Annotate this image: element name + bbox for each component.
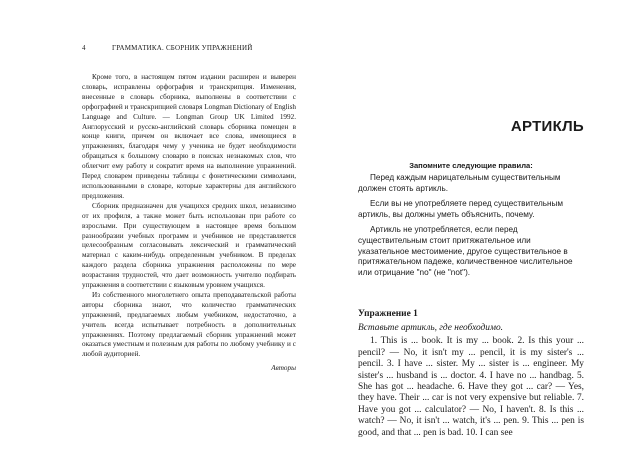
preface-paragraph: Сборник предназначен для учащихся средних школ, независимо от их профиля, а также может быть использован при работе со взрослыми. При существующем в настоящее время большом разнообразии учебных программ и учебников не представляется целесообразным согласовывать лексический и грамматический материал с каким-нибудь определенным учебником. В пределах каждого раздела сборника упражнения расположены по мере возрастания трудностей, что дает возможность учителю подбирать упражнения в соответствии с языковым уровнем учащихся. [82, 201, 296, 290]
exercise-instruction: Вставьте артикль, где необходимо. [358, 323, 504, 334]
preface-text [82, 73, 296, 360]
preface-paragraph: Из собственного многолетнего опыта преподавательской работы авторы сборника знают, что количество грамматических упражнений, предлагаемых любым учебником, недостаточно, а учитель всегда испытывает потребность в дополнительных упражнениях. Поэтому предлагаемый сборник упражнений может оказаться уместным и полезным для работы по любому учебнику и с любой аудиторией. [82, 290, 296, 359]
exercise-title: Упражнение 1 [358, 309, 418, 320]
rule-item: Артикль не употребляется, если перед существительным стоит притяжательное или указательное местоимение, другое существительное в притяжательном падеже, количественное числительное или отрицание "no" (не "not"). [358, 225, 573, 277]
header-title: ГРАММАТИКА. СБОРНИК УПРАЖНЕНИЙ [112, 44, 253, 52]
rules-heading: Запомните следующие правила: [409, 161, 533, 170]
page-number: 4 [82, 44, 86, 52]
signature: Авторы [271, 364, 296, 373]
rule-item: Перед каждым нарицательным существительным должен стоять артикль. [358, 173, 561, 193]
section-title: АРТИКЛЬ [510, 118, 584, 135]
running-header [82, 44, 296, 52]
rule-item: Если вы не употребляете перед существительным артикль, вы должны уметь объяснить, почему. [358, 199, 564, 219]
preface-paragraph: Кроме того, в настоящем пятом издании расширен и выверен словарь, исправлены орфография и транскрипция. Изменения, внесенные в словарь сборника, выполнены в соответствии с орфографией и транскрипцией словаря Longman Dictionary of English Language and Culture. — Longman Group UK Limited 1992. Англорусский и русско-английский словарь сборника помещен в конце книги, причем он включает все слова, имеющиеся в упражнениях, благодаря чему у ученика не будет необходимости обращаться к большому словарю в поисках незнакомых слов, что облегчит ему работу и сократит время на выполнение упражнений. Перед словарем приведены таблицы с фонетическими символами, использованными в словаре, которые характерны для английского предложения. [82, 73, 296, 200]
left-page [0, 0, 318, 454]
right-page [318, 0, 638, 454]
exercise-text: 1. This is ... book. It is my ... book. 2. Is this your ... pencil? — No, it isn't my ... pencil, it is my sister's ... pencil. 3. I have ... sister. My ... sister is ... engineer. My sister's ... husband is ... doctor. 4. I have no ... handbag. 5. She has got ... headache. 6. Have they got ... car? — Yes, they have. Their ... car is not very expensive but reliable. 7. Have you got ... calculator? — No, I haven't. 8. Is this ... watch? — No, it isn't ... watch, it's ... pen. 9. This ... pen is good, and that ... pen is bad. 10. I can see [358, 336, 584, 438]
